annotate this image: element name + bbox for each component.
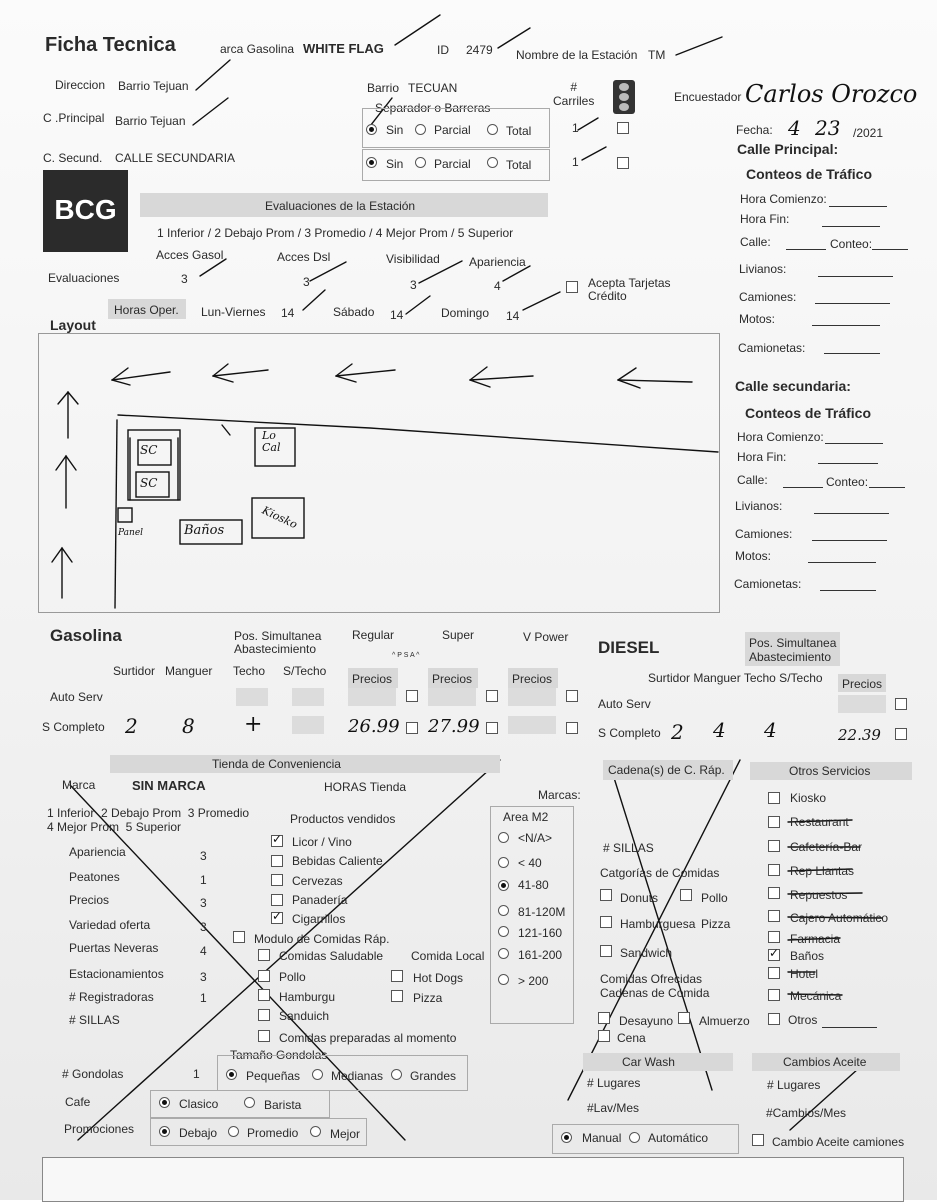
cs-conteo: Conteo: bbox=[826, 475, 869, 489]
otros-banos: Baños bbox=[790, 949, 825, 963]
mejor-label: Mejor bbox=[330, 1127, 361, 1141]
cs-livianos: Livianos: bbox=[735, 499, 783, 513]
cadena-ofrecidas: Comidas Ofrecidas Cadenas de Comida bbox=[600, 972, 710, 1000]
prod-cervezas-checkbox[interactable] bbox=[271, 874, 283, 886]
sc1-label: SC bbox=[140, 443, 158, 457]
sanduich-checkbox[interactable] bbox=[258, 1009, 270, 1021]
cp-camiones: Camiones: bbox=[739, 290, 797, 304]
principal-value: Barrio Tejuan bbox=[115, 114, 186, 128]
otros-restaurant-checkbox[interactable] bbox=[768, 816, 780, 828]
sep1-parcial-radio[interactable] bbox=[415, 124, 426, 135]
cp-conteo: Conteo: bbox=[830, 237, 873, 251]
gas-techo-value: + bbox=[244, 712, 263, 737]
otros-cafeteria: Cafetería-Bar bbox=[790, 840, 863, 854]
pequenas-radio[interactable] bbox=[226, 1069, 237, 1080]
regular-label: Regular bbox=[352, 628, 395, 642]
tienda-registradoras-label: # Registradoras bbox=[69, 990, 154, 1004]
prod-cervezas-label: Cervezas bbox=[292, 874, 343, 888]
clasico-radio[interactable] bbox=[159, 1097, 170, 1108]
vpower-label: V Power bbox=[523, 630, 569, 644]
cena-checkbox[interactable] bbox=[598, 1030, 610, 1042]
sep1-parcial: Parcial bbox=[434, 123, 471, 137]
sep2-sin: Sin bbox=[386, 157, 404, 171]
sep1-sin: Sin bbox=[386, 123, 404, 137]
gasolina-pos-label: Pos. Simultanea Abastecimiento bbox=[234, 629, 322, 656]
aceite-camiones-label: Cambio Aceite camiones bbox=[772, 1135, 905, 1149]
barrio-value: TECUAN bbox=[408, 81, 458, 95]
cp-conteos-title: Conteos de Tráfico bbox=[746, 166, 873, 182]
area-41-80-radio[interactable] bbox=[498, 880, 509, 891]
sep1-sin-radio[interactable] bbox=[366, 124, 377, 135]
tienda-estacionamientos-label: Estacionamientos bbox=[69, 967, 164, 981]
gas-manguer-label: Manguer bbox=[165, 664, 213, 678]
area-81-120: 81-120M bbox=[518, 905, 566, 919]
carwash-lav: #Lav/Mes bbox=[587, 1101, 640, 1115]
barrio-label: Barrio bbox=[367, 81, 400, 95]
tarjetas-checkbox[interactable] bbox=[566, 281, 578, 293]
debajo-label: Debajo bbox=[179, 1126, 218, 1140]
prod-licor-label: Licor / Vino bbox=[292, 835, 352, 849]
fecha-year: /2021 bbox=[853, 126, 884, 140]
donuts-checkbox[interactable] bbox=[600, 889, 612, 901]
otros-repuestos: Repuestos bbox=[790, 888, 848, 902]
otros-llantas: Rep Llantas bbox=[790, 864, 855, 878]
aceite-camiones-checkbox[interactable] bbox=[752, 1134, 764, 1146]
aceite-lugares: # Lugares bbox=[767, 1078, 821, 1092]
cadena-pollo-checkbox[interactable] bbox=[680, 889, 692, 901]
cadena-pollo-label: Pollo bbox=[701, 891, 728, 905]
id-label: ID bbox=[437, 43, 449, 57]
precio-super: 27.99 bbox=[428, 716, 480, 737]
prod-bebidas-checkbox[interactable] bbox=[271, 855, 283, 867]
diesel-manguer-value: 4 bbox=[713, 718, 726, 742]
banos-label: Baños bbox=[184, 523, 225, 538]
gas-surtidor-value: 2 bbox=[125, 714, 138, 738]
principal-semaforo-checkbox[interactable] bbox=[617, 122, 629, 134]
marcas-label: Marcas: bbox=[538, 788, 581, 802]
tienda-registradoras-value: 1 bbox=[200, 991, 207, 1005]
fecha-month: 4 bbox=[788, 116, 801, 140]
gas-auto-serv-label: Auto Serv bbox=[50, 690, 103, 704]
form-title: Ficha Tecnica bbox=[45, 34, 176, 56]
prod-panaderia-checkbox[interactable] bbox=[271, 894, 283, 906]
area-161-200: 161-200 bbox=[518, 948, 563, 962]
cs-title: Calle secundaria: bbox=[735, 378, 851, 394]
cp-livianos: Livianos: bbox=[739, 262, 787, 276]
gas-autoserv-super-checkbox[interactable] bbox=[486, 690, 498, 702]
sep2-total-radio[interactable] bbox=[487, 157, 498, 168]
principal-label: C .Principal bbox=[43, 111, 105, 125]
prod-cigarrillos-checkbox[interactable] bbox=[271, 912, 283, 924]
cp-motos: Motos: bbox=[739, 312, 776, 326]
cs-camiones: Camiones: bbox=[735, 527, 793, 541]
donuts-label: Donuts bbox=[620, 891, 659, 905]
sep1-total: Total bbox=[506, 124, 532, 138]
pequenas-label: Pequeñas bbox=[246, 1069, 301, 1083]
tienda-horas-label: HORAS Tienda bbox=[324, 780, 407, 794]
cp-calle: Calle: bbox=[740, 235, 771, 249]
tienda-apariencia-label: Apariencia bbox=[69, 845, 126, 859]
precios-vpower-label: Precios bbox=[512, 672, 553, 686]
tienda-marca-label: Marca bbox=[62, 778, 96, 792]
cs-conteos-title: Conteos de Tráfico bbox=[745, 405, 872, 421]
precios-super-label: Precios bbox=[432, 672, 473, 686]
diesel-auto-serv-label: Auto Serv bbox=[598, 697, 651, 711]
super-label: Super bbox=[442, 628, 475, 642]
fecha-day: 23 bbox=[815, 116, 841, 140]
otros-mecanica: Mecánica bbox=[790, 989, 842, 1003]
otros-llantas-checkbox[interactable] bbox=[768, 864, 780, 876]
cena-label: Cena bbox=[617, 1031, 646, 1045]
gas-surtidor-label: Surtidor bbox=[113, 664, 156, 678]
diesel-scompleto-checkbox[interactable] bbox=[895, 728, 907, 740]
domingo-label: Domingo bbox=[441, 306, 490, 320]
pollo-label: Pollo bbox=[279, 970, 306, 984]
automatico-label: Automático bbox=[648, 1131, 709, 1145]
lv-value: 14 bbox=[281, 306, 295, 320]
cafe-label: Cafe bbox=[65, 1095, 91, 1109]
desayuno-checkbox[interactable] bbox=[598, 1012, 610, 1024]
modulo-checkbox[interactable] bbox=[233, 931, 245, 943]
otros-cajero-checkbox[interactable] bbox=[768, 910, 780, 922]
encuestador-label: Encuestador bbox=[674, 90, 742, 104]
marca-label: arca Gasolina bbox=[220, 42, 295, 56]
gas-s-completo-label: S Completo bbox=[42, 720, 105, 734]
otros-otros: Otros bbox=[788, 1013, 818, 1027]
manual-radio[interactable] bbox=[561, 1132, 572, 1143]
encuestador-name: Carlos Orozco bbox=[745, 80, 918, 108]
otros-hotel-checkbox[interactable] bbox=[768, 967, 780, 979]
area-lt40-radio[interactable] bbox=[498, 857, 509, 868]
prod-panaderia-label: Panadería bbox=[292, 893, 348, 907]
sep2-sin-radio[interactable] bbox=[366, 157, 377, 168]
calle-principal-title: Calle Principal: bbox=[737, 141, 839, 157]
diesel-precios-label: Precios bbox=[842, 677, 883, 691]
secund-label: C. Secund. bbox=[43, 151, 103, 165]
horas-oper-label: Horas Oper. bbox=[114, 303, 179, 317]
evaluaciones-row-label: Evaluaciones bbox=[48, 271, 120, 285]
gas-autoserv-vpower-checkbox[interactable] bbox=[566, 690, 578, 702]
direccion-label: Direccion bbox=[55, 78, 106, 92]
productos-label: Productos vendidos bbox=[290, 812, 396, 826]
medianas-radio[interactable] bbox=[312, 1069, 323, 1080]
tienda-variedad-label: Variedad oferta bbox=[69, 918, 151, 932]
notes-box[interactable] bbox=[42, 1157, 904, 1202]
hotdogs-label: Hot Dogs bbox=[413, 971, 464, 985]
diesel-autoserv-checkbox[interactable] bbox=[895, 698, 907, 710]
area-label: Area M2 bbox=[503, 810, 549, 824]
diesel-title: DIESEL bbox=[598, 638, 660, 657]
otros-otros-checkbox[interactable] bbox=[768, 1013, 780, 1025]
otros-kiosko: Kiosko bbox=[790, 791, 827, 805]
area-81-120-radio[interactable] bbox=[498, 905, 509, 916]
diesel-techo-value: 4 bbox=[764, 718, 777, 742]
otros-hotel: Hotel bbox=[790, 967, 819, 981]
otros-cajero: Cajero Automático bbox=[790, 911, 889, 925]
gas-stecho-label: S/Techo bbox=[283, 664, 327, 678]
desayuno-label: Desayuno bbox=[619, 1014, 674, 1028]
area-lt40: < 40 bbox=[518, 856, 542, 870]
pizza-checkbox[interactable] bbox=[391, 990, 403, 1002]
cp-hora-fin: Hora Fin: bbox=[740, 212, 790, 226]
promedio-radio[interactable] bbox=[228, 1126, 239, 1137]
psa-label: ^ P S A ^ bbox=[392, 652, 420, 659]
cp-camionetas: Camionetas: bbox=[738, 341, 806, 355]
mejor-radio[interactable] bbox=[310, 1126, 321, 1137]
eval-acces-gasol-label: Acces Gasol bbox=[156, 248, 224, 262]
almuerzo-label: Almuerzo bbox=[699, 1014, 750, 1028]
sep1-total-radio[interactable] bbox=[487, 124, 498, 135]
tarjetas-label: Acepta Tarjetas Crédito bbox=[588, 276, 671, 303]
area-na: <N/A> bbox=[518, 831, 553, 845]
area-121-160: 121-160 bbox=[518, 926, 563, 940]
area-na-radio[interactable] bbox=[498, 832, 509, 843]
tienda-peatones-label: Peatones bbox=[69, 870, 120, 884]
eval-visibilidad-value: 3 bbox=[410, 278, 417, 292]
carwash-title: Car Wash bbox=[622, 1055, 675, 1069]
gasolina-title: Gasolina bbox=[50, 626, 122, 645]
marca-value: WHITE FLAG bbox=[303, 41, 384, 56]
otros-cafeteria-checkbox[interactable] bbox=[768, 840, 780, 852]
gas-scompleto-vpower-checkbox[interactable] bbox=[566, 722, 578, 734]
tienda-scale: 1 Inferior 2 Debajo Prom 3 Promedio 4 Mejor Prom 5 Superior bbox=[47, 806, 250, 834]
otros-restaurant: Restaurant bbox=[790, 815, 849, 829]
area-gt200-radio[interactable] bbox=[498, 974, 509, 985]
sanduich-label: Sanduich bbox=[279, 1009, 330, 1023]
gondolas-label: # Gondolas bbox=[62, 1067, 124, 1081]
tienda-puertas-value: 4 bbox=[200, 944, 207, 958]
otros-repuestos-checkbox[interactable] bbox=[768, 887, 780, 899]
sc2-label: SC bbox=[140, 476, 158, 490]
diesel-s-completo-label: S Completo bbox=[598, 726, 661, 740]
barista-label: Barista bbox=[264, 1098, 302, 1112]
gas-autoserv-regular-checkbox[interactable] bbox=[406, 690, 418, 702]
lv-label: Lun-Viernes bbox=[201, 305, 266, 319]
sabado-label: Sábado bbox=[333, 305, 375, 319]
area-41-80: 41-80 bbox=[518, 878, 549, 892]
tienda-puertas-label: Puertas Neveras bbox=[69, 941, 159, 955]
fecha-label: Fecha: bbox=[736, 123, 773, 137]
debajo-radio[interactable] bbox=[159, 1126, 170, 1137]
direccion-value: Barrio Tejuan bbox=[118, 79, 189, 93]
hamburguesa-label: Hamburguesa bbox=[620, 917, 696, 931]
area-161-200-radio[interactable] bbox=[498, 948, 509, 959]
carriles-label: # Carriles bbox=[553, 80, 595, 108]
gas-manguer-value: 8 bbox=[182, 714, 195, 738]
cs-motos: Motos: bbox=[735, 549, 772, 563]
comidas-saludable-label: Comidas Saludable bbox=[279, 949, 384, 963]
carwash-lugares: # Lugares bbox=[587, 1076, 641, 1090]
barista-radio[interactable] bbox=[244, 1097, 255, 1108]
tienda-estacionamientos-value: 3 bbox=[200, 970, 207, 984]
precios-regular-label: Precios bbox=[352, 672, 393, 686]
sep2-parcial-radio[interactable] bbox=[415, 157, 426, 168]
cs-camionetas: Camionetas: bbox=[734, 577, 802, 591]
layout-title: Layout bbox=[50, 317, 96, 333]
tienda-precios-label: Precios bbox=[69, 893, 110, 907]
otros-mecanica-checkbox[interactable] bbox=[768, 989, 780, 1001]
cadena-pizza-label: Pizza bbox=[701, 917, 731, 931]
pollo-checkbox[interactable] bbox=[258, 970, 270, 982]
comidas-saludable-checkbox[interactable] bbox=[258, 949, 270, 961]
aceite-title: Cambios Aceite bbox=[783, 1055, 867, 1069]
prod-bebidas-label: Bebidas Caliente bbox=[292, 854, 383, 868]
otros-title: Otros Servicios bbox=[789, 764, 871, 778]
traffic-light-icon bbox=[613, 80, 635, 114]
tienda-marca-value: SIN MARCA bbox=[132, 778, 206, 793]
modulo-label: Modulo de Comidas Ráp. bbox=[254, 932, 390, 946]
prod-licor-checkbox[interactable] bbox=[271, 835, 283, 847]
cs-hora-comienzo: Hora Comienzo: bbox=[737, 430, 824, 444]
grandes-label: Grandes bbox=[410, 1069, 457, 1083]
diesel-pos-label: Pos. Simultanea Abastecimiento bbox=[749, 636, 837, 664]
diesel-header: Surtidor Manguer Techo S/Techo bbox=[648, 671, 823, 685]
hamburgu-checkbox[interactable] bbox=[258, 989, 270, 1001]
tienda-apariencia-value: 3 bbox=[200, 849, 207, 863]
cadena-title: Cadena(s) de C. Ráp. bbox=[608, 763, 725, 777]
domingo-value: 14 bbox=[506, 309, 520, 323]
evaluaciones-scale: 1 Inferior / 2 Debajo Prom / 3 Promedio / 4 Mejor Prom / 5 Superior bbox=[157, 226, 514, 240]
layout-sketch-area bbox=[38, 333, 720, 613]
grandes-radio[interactable] bbox=[391, 1069, 402, 1080]
sandwich-label: Sandwich bbox=[620, 946, 673, 960]
promociones-label: Promociones bbox=[64, 1122, 135, 1136]
otros-farmacia: Farmacia bbox=[790, 932, 841, 946]
clasico-label: Clasico bbox=[179, 1097, 219, 1111]
precio-regular: 26.99 bbox=[348, 716, 400, 737]
sabado-value: 14 bbox=[390, 308, 404, 322]
kiosko-label: Kiosko bbox=[260, 503, 300, 532]
sandwich-checkbox[interactable] bbox=[600, 945, 612, 957]
gas-scompleto-super-checkbox[interactable] bbox=[486, 722, 498, 734]
manual-label: Manual bbox=[582, 1131, 622, 1145]
eval-acces-dsl-value: 3 bbox=[303, 275, 310, 289]
diesel-precio: 22.39 bbox=[838, 726, 881, 744]
id-value: 2479 bbox=[466, 43, 493, 57]
aceite-cambios: #Cambios/Mes bbox=[766, 1106, 847, 1120]
otros-kiosko-checkbox[interactable] bbox=[768, 792, 780, 804]
eval-apariencia-label: Apariencia bbox=[469, 255, 526, 269]
bcg-logo bbox=[43, 170, 128, 252]
carriles-1: 1 bbox=[572, 121, 579, 135]
hamburguesa-checkbox[interactable] bbox=[600, 916, 612, 928]
cs-hora-fin: Hora Fin: bbox=[737, 450, 787, 464]
hotdogs-checkbox[interactable] bbox=[391, 970, 403, 982]
secund-value: CALLE SECUNDARIA bbox=[115, 151, 236, 165]
tamano-label: Tamaño Gondolas bbox=[230, 1048, 328, 1062]
gondolas-value: 1 bbox=[193, 1067, 200, 1081]
secund-semaforo-checkbox[interactable] bbox=[617, 157, 629, 169]
tienda-precios-value: 3 bbox=[200, 896, 207, 910]
gas-scompleto-regular-checkbox[interactable] bbox=[406, 722, 418, 734]
tienda-variedad-value: 3 bbox=[200, 920, 207, 934]
promedio-label: Promedio bbox=[247, 1126, 299, 1140]
preparadas-checkbox[interactable] bbox=[258, 1030, 270, 1042]
tienda-title: Tienda de Conveniencia bbox=[212, 757, 341, 771]
preparadas-label: Comidas preparadas al momento bbox=[279, 1031, 457, 1045]
tienda-peatones-value: 1 bbox=[200, 873, 207, 887]
estacion-value: TM bbox=[648, 48, 666, 62]
diesel-surtidor-value: 2 bbox=[671, 720, 684, 744]
eval-apariencia-value: 4 bbox=[494, 279, 501, 293]
pizza-label: Pizza bbox=[413, 991, 443, 1005]
cadena-categorias: Catgorías de Comidas bbox=[600, 866, 720, 880]
eval-acces-gasol-value: 3 bbox=[181, 272, 188, 286]
sep2-parcial: Parcial bbox=[434, 157, 471, 171]
local-label: Lo Cal bbox=[262, 429, 281, 454]
separador-label: Separador o Barreras bbox=[375, 101, 491, 115]
gas-techo-label: Techo bbox=[233, 664, 266, 678]
medianas-label: Medianas bbox=[331, 1069, 384, 1083]
carriles-2: 1 bbox=[572, 155, 579, 169]
cadena-sillas: # SILLAS bbox=[603, 841, 654, 855]
area-121-160-radio[interactable] bbox=[498, 926, 509, 937]
sep2-total: Total bbox=[506, 158, 532, 172]
almuerzo-checkbox[interactable] bbox=[678, 1012, 690, 1024]
otros-farmacia-checkbox[interactable] bbox=[768, 931, 780, 943]
tienda-sillas-label: # SILLAS bbox=[69, 1013, 120, 1027]
estacion-label: Nombre de la Estación bbox=[516, 48, 638, 62]
cp-hora-comienzo: Hora Comienzo: bbox=[740, 192, 827, 206]
logo-text: BCG bbox=[54, 194, 117, 225]
area-gt200: > 200 bbox=[518, 974, 549, 988]
cs-calle: Calle: bbox=[737, 473, 768, 487]
eval-visibilidad-label: Visibilidad bbox=[386, 252, 440, 266]
comida-local-label: Comida Local bbox=[411, 949, 485, 963]
panel-label: Panel bbox=[118, 528, 144, 538]
eval-acces-dsl-label: Acces Dsl bbox=[277, 250, 331, 264]
hamburgu-label: Hamburgu bbox=[279, 990, 336, 1004]
prod-cigarrillos-label: Cigarrillos bbox=[292, 912, 346, 926]
otros-banos-checkbox[interactable] bbox=[768, 949, 780, 961]
evaluaciones-title: Evaluaciones de la Estación bbox=[265, 199, 416, 213]
automatico-radio[interactable] bbox=[629, 1132, 640, 1143]
